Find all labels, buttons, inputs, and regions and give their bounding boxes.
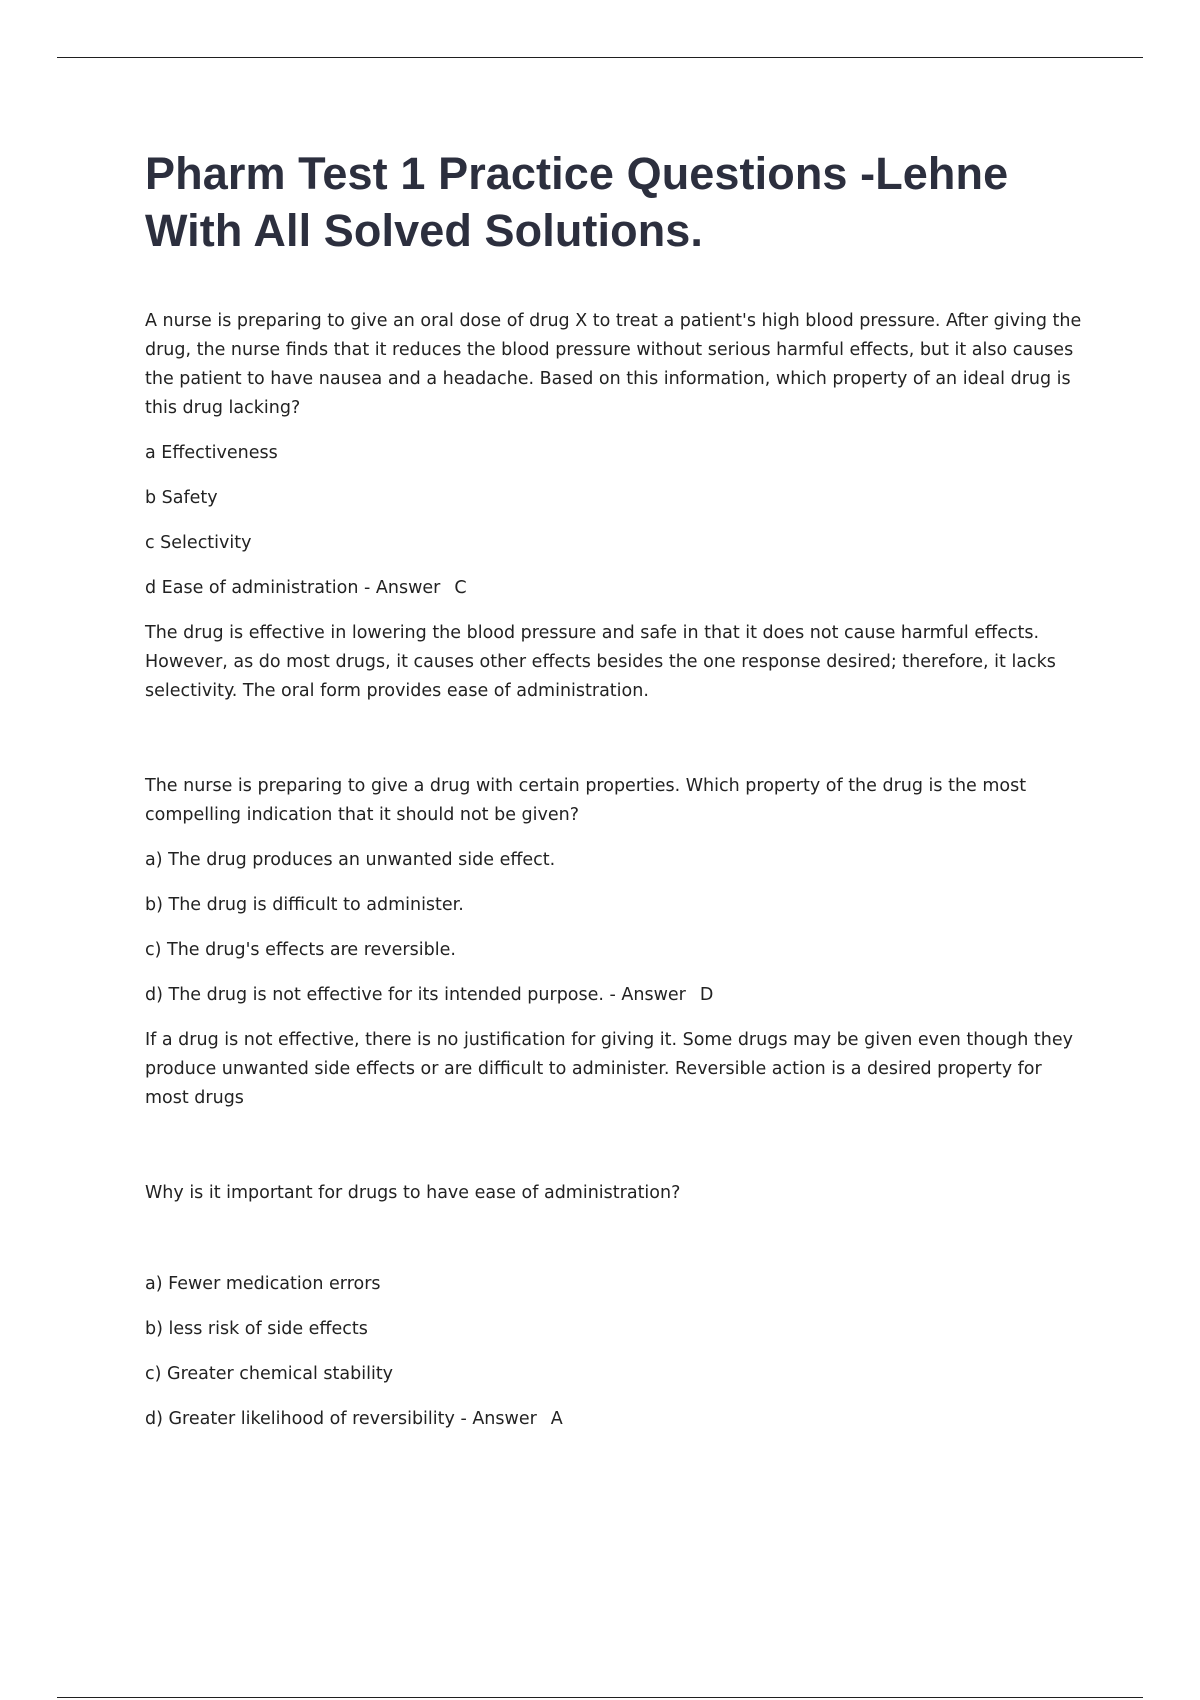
option-a: a) Fewer medication errors (145, 1274, 381, 1294)
header-rule (57, 57, 1143, 58)
question-stem: Why is it important for drugs to have ease of administration? (145, 1183, 681, 1203)
option-d: d) The drug is not effective for its intended purpose. (145, 985, 604, 1005)
answer-letter: A (550, 1409, 563, 1429)
answer-label: - Answer (609, 985, 686, 1005)
question-1 (145, 307, 1085, 706)
footer-rule (57, 1697, 1143, 1698)
option-b: b) The drug is difficult to administer. (145, 895, 464, 915)
explanation: The drug is effective in lowering the blood pressure and safe in that it does not cause harmful effects. However, as do most drugs, it causes other effects besides the one response desired; therefore, it lacks selectivity. The oral form provides ease of administration. (145, 623, 1056, 701)
question-3 (145, 1179, 1085, 1434)
option-d-with-answer (145, 981, 1085, 1010)
option-a: a Effectiveness (145, 443, 278, 463)
document-body (145, 145, 1085, 1434)
answer-label: - Answer (460, 1409, 537, 1429)
answer-letter: D (699, 985, 714, 1005)
option-d-with-answer (145, 1405, 1085, 1434)
explanation: If a drug is not effective, there is no justification for giving it. Some drugs may be given even though they produce unwanted side effects or are difficult to administer. Reversible action is a desired property for most drugs (145, 1030, 1074, 1108)
option-a: a) The drug produces an unwanted side effect. (145, 850, 556, 870)
option-b: b Safety (145, 488, 218, 508)
answer-letter: C (454, 578, 467, 598)
option-c: c Selectivity (145, 533, 252, 553)
option-d: d Ease of administration (145, 578, 359, 598)
question-stem: A nurse is preparing to give an oral dose of drug X to treat a patient's high blood pressure. After giving the drug, the nurse finds that it reduces the blood pressure without serious harmful effects, but it also causes the patient to have nausea and a headache. Based on this information, which property of an ideal drug is this drug lacking? (145, 311, 1082, 418)
option-d-with-answer (145, 574, 1085, 603)
option-b: b) less risk of side effects (145, 1319, 368, 1339)
question-stem: The nurse is preparing to give a drug with certain properties. Which property of the drug is the most compelling indication that it should not be given? (145, 776, 1027, 825)
answer-label: - Answer (364, 578, 441, 598)
option-c: c) Greater chemical stability (145, 1364, 394, 1384)
document-title: Pharm Test 1 Practice Questions -Lehne With All Solved Solutions. (145, 148, 1009, 256)
option-c: c) The drug's effects are reversible. (145, 940, 456, 960)
option-d: d) Greater likelihood of reversibility (145, 1409, 455, 1429)
question-2 (145, 772, 1085, 1113)
